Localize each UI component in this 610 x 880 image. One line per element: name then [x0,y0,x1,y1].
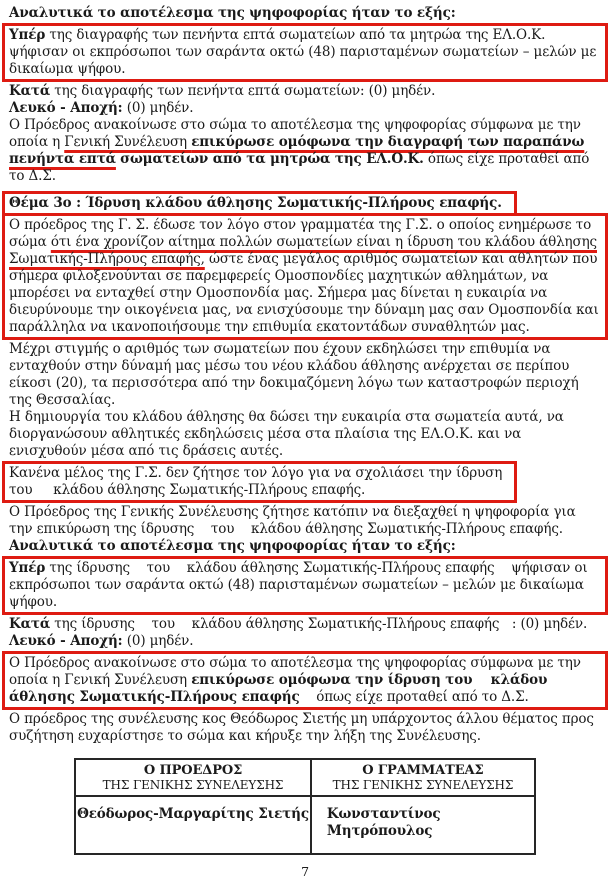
text-segment: (0) μηδέν. [122,633,194,649]
president-title: Ο ΠΡΟΕΔΡΟΣ [143,763,243,778]
text-segment: Λευκό - Αποχή: [9,633,123,649]
line-founding-vote-against [9,616,601,633]
text-segment: όπως είχε προταθεί από το Δ.Σ. [299,689,529,705]
secretary-subtitle: ΤΗΣ ΓΕΝΙΚΗΣ ΣΥΝΕΛΕΥΣΗΣ [332,778,514,792]
text-segment: Αναλυτικά το αποτέλεσμα της ψηφοφορίας ήταν το εξής: [9,5,456,21]
text-segment: της διαγραφής των πενήντα επτά σωματείων: (0) μηδέν. [50,83,436,99]
signature-table [74,758,536,855]
text-segment: Υπέρ [9,27,46,43]
text-segment: επικύρωσε ομόφωνα την ίδρυση του κλάδου άθλησης Σωματικής-Πλήρους επαφής [9,672,548,705]
page-number: 7 [301,864,309,879]
highlight-box-founding-vote-for [2,556,608,615]
secretary-header-cell [311,759,535,796]
text-segment: Η δημιουργία του κλάδου άθλησης θα δώσει την ευκαιρία στα σωματεία αυτά, να διοργανώσουν αθλητικές εκδηλώσεις μέσα στα πλαίσια της ΕΛ.Ο.Κ. και να ενισχυθούν μέσα από τις δράσεις αυτές. [9,409,564,459]
text-segment: ώστε ένας μεγάλος αριθμός σωματείων και αθλητών που σήμερα φιλοξενούνται σε παρεμφερείς Ομοσπονδίες μαχητικών αθλημάτων, να μπορέσει να ενταχθεί στην Ομοσπονδία μας. Σήμερα μας δίνεται η ευκαιρία να διευρύνουμε την οικογένεια μας, να ενισχύσουμε την δύναμη μας σαν Ομοσπονδία και παράλληλα να ικανοποιήσουμε την επιθυμία εκατοντάδων συναθλητών μας. [9,251,599,335]
text-segment: Ο πρόεδρος της συνέλευσης κος Θεόδωρος Σιετής μη υπάρχοντος άλλου θέματος προς συζήτηση ευχαρίστησε το σώμα και κήρυξε την λήξη της Συνέλευσης. [9,711,594,744]
text-segment: (0) μηδέν. [122,100,194,116]
text-segment: Ο Πρόεδρος ανακοίνωσε στο σώμα το αποτέλεσμα της ψηφοφορίας σύμφωνα με την οποία η [9,117,581,150]
text-segment: Λευκό - Αποχή: [9,100,123,116]
highlight-box-topic3-intro [2,213,608,340]
text-segment: της διαγραφής των πενήντα επτά σωματείων από τα μητρώα της ΕΛ.Ο.Κ. ψήφισαν οι εκπρόσωποι των σαράντα οκτώ (48) παρισταμένων σωματείων – μελών με δικαίωμα ψήφου. [9,27,597,77]
para-interested-clubs [9,341,601,409]
text-segment: ότι ένα χρονίζον αίτημα πολλών σωματείων είναι η ίδρυση του κλάδου άθλησης Σωματικής-Πλήρους επαφής, [9,234,597,267]
text-segment: Ο Πρόεδρος της Γενικής Συνέλευσης ζήτησε κατόπιν να διεξαχθεί η ψηφοφορία για την επικύρωση της ίδρυσης του κλάδου άθλησης Σωματικής-Πλήρους επαφής. [9,504,576,537]
line-abstain-2 [9,633,601,650]
text-segment: Μέχρι στιγμής ο αριθμός των σωματείων που έχουν εκδηλώσει την επιθυμία να ενταχθούν στην δύναμή μας μέσω του νέου κλάδου άθλησης ανέρχεται σε περίπου είκοσι (20), τα περισσότερα από την δοκιμαζόμενη λόγω των καταστροφών περιοχή της Θεσσαλίας. [9,341,579,408]
vote-results-intro-2 [9,538,601,555]
text-segment: Θέμα 3ο : Ίδρυση κλάδου άθλησης Σωματικής-Πλήρους επαφής. [9,195,502,211]
signature-table-header-row [75,759,535,796]
text-segment: επικύρωσε ομόφωνα την διαγραφή των παραπάνω πενήντα επτά [9,134,585,167]
secretary-title: Ο ΓΡΑΜΜΑΤΕΑΣ [362,763,484,778]
line-abstain-1 [9,100,601,117]
signature-table-name-row [75,796,535,854]
president-name-cell: Θεόδωρος-Μαργαρίτης Σιετής [75,796,311,854]
para-deletion-ratification [9,117,601,185]
highlight-box-no-comments [2,461,517,503]
secretary-name: Κωνσταντίνος Μητρόπουλος [326,806,441,839]
secretary-name-cell [311,796,535,854]
spacer [9,185,601,190]
highlight-box-founding-ratification [2,651,608,710]
text-segment: Κατά [9,616,51,632]
president-subtitle: ΤΗΣ ΓΕΝΙΚΗΣ ΣΥΝΕΛΕΥΣΗΣ [102,778,284,792]
text-segment: της ίδρυσης του κλάδου άθλησης Σωματικής-Πλήρους επαφής ψήφισαν οι εκπρόσωποι των σαράντα οκτώ (48) παρισταμένων σωματείων – μελών με δικαίωμα ψήφου. [9,560,588,610]
text-segment: Ο Πρόεδρος ανακοίνωσε στο σώμα το αποτέλεσμα της ψηφοφορίας σύμφωνα με την οποία η Γενική Συνέλευση [9,655,581,688]
text-segment: σωματείων από τα μητρώα της ΕΛ.Ο.Κ. [120,151,424,167]
president-header-cell [75,759,311,796]
para-club-benefits [9,409,601,460]
text-segment: Αναλυτικά το αποτέλεσμα της ψηφοφορίας ήταν το εξής: [9,538,456,554]
para-vote-request [9,504,601,538]
text-segment: Ο πρόεδρος της Γ. Σ. έδωσε τον λόγο στον γραμματέα της Γ.Σ. ο οποίος ενημέρωσε το σώμα [9,217,592,250]
vote-results-intro-1 [9,5,601,22]
text-segment: Κατά [9,83,51,99]
highlight-box-deletion-vote-for [2,23,608,82]
line-deletion-vote-against [9,83,601,100]
text-segment: Γενική Συνέλευση [64,134,192,150]
text-segment: Υπέρ [9,560,46,576]
text-segment: Κανένα μέλος της Γ.Σ. δεν ζήτησε τον λόγο για να σχολιάσει την ίδρυση του κλάδου άθλησης Σωματικής-Πλήρους επαφής. [9,465,503,498]
text-segment: όπως είχε προταθεί από το Δ.Σ. [9,151,590,184]
text-segment: της ίδρυσης του κλάδου άθλησης Σωματικής-Πλήρους επαφής : (0) μηδέν. [50,616,588,632]
para-assembly-closing [9,711,601,745]
